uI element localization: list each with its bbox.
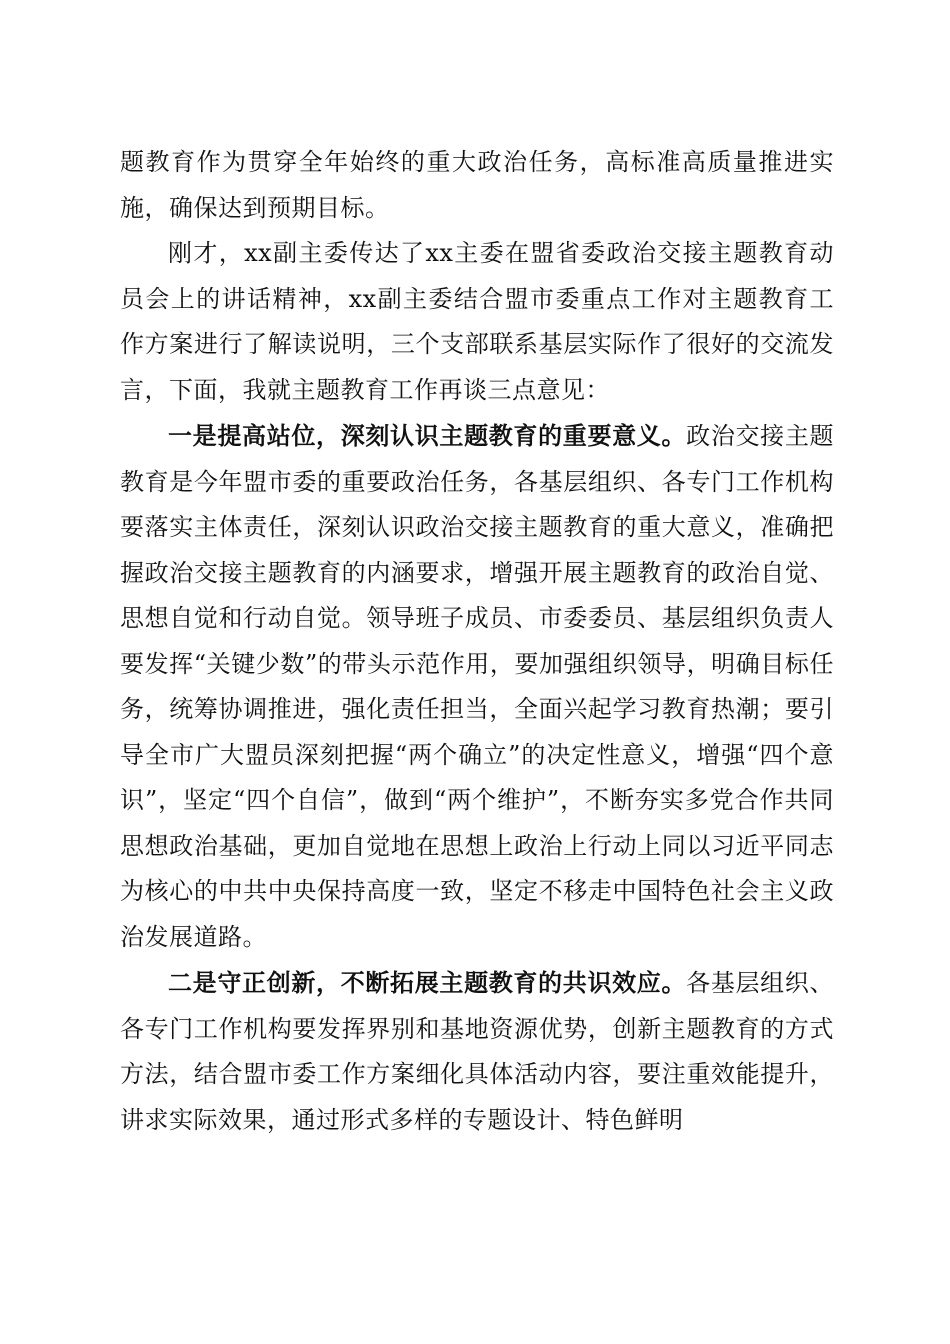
paragraph-lead-heading: 二是守正创新，不断拓展主题教育的共识效应。 — [168, 968, 687, 997]
paragraph-text: 题教育作为贯穿全年始终的重大政治任务，高标准高质量推进实施，确保达到预期目标。 — [120, 148, 834, 222]
document-body — [120, 140, 834, 1143]
paragraph-continuation — [120, 140, 834, 231]
paragraph-text: 政治交接主题教育是今年盟市委的重要政治任务，各基层组织、各专门工作机构要落实主体责任，深刻认识政治交接主题教育的重大意义，准确把握政治交接主题教育的内涵要求，增强开展主题教育的政治自觉、思想自觉和行动自觉。领导班子成员、市委委员、基层组织负责人要发挥“关键少数”的带头示范作用，要加强组织领导，明确目标任务，统筹协调推进，强化责任担当，全面兴起学习教育热潮；要引导全市广大盟员深刻把握“两个确立”的决定性意义，增强“四个意识”，坚定“四个自信”，做到“两个维护”，不断夯实多党合作共同思想政治基础，更加自觉地在思想上政治上行动上同以习近平同志为核心的中共中央保持高度一致，坚定不移走中国特色社会主义政治发展道路。 — [120, 422, 835, 951]
paragraph-point-one — [120, 413, 834, 960]
paragraph-introduction — [120, 231, 834, 413]
paragraph-text: 刚才，xx副主委传达了xx主委在盟省委政治交接主题教育动员会上的讲话精神，xx副主委结合盟市委重点工作对主题教育工作方案进行了解读说明，三个支部联系基层实际作了很好的交流发言，下面，我就主题教育工作再谈三点意见： — [120, 239, 834, 404]
paragraph-text: 各基层组织、各专门工作机构要发挥界别和基地资源优势，创新主题教育的方式方法，结合盟市委工作方案细化具体活动内容，要注重效能提升，讲求实际效果，通过形式多样的专题设计、特色鲜明 — [120, 969, 835, 1134]
paragraph-point-two — [120, 960, 834, 1143]
paragraph-lead-heading: 一是提高站位，深刻认识主题教育的重要意义。 — [168, 421, 687, 450]
